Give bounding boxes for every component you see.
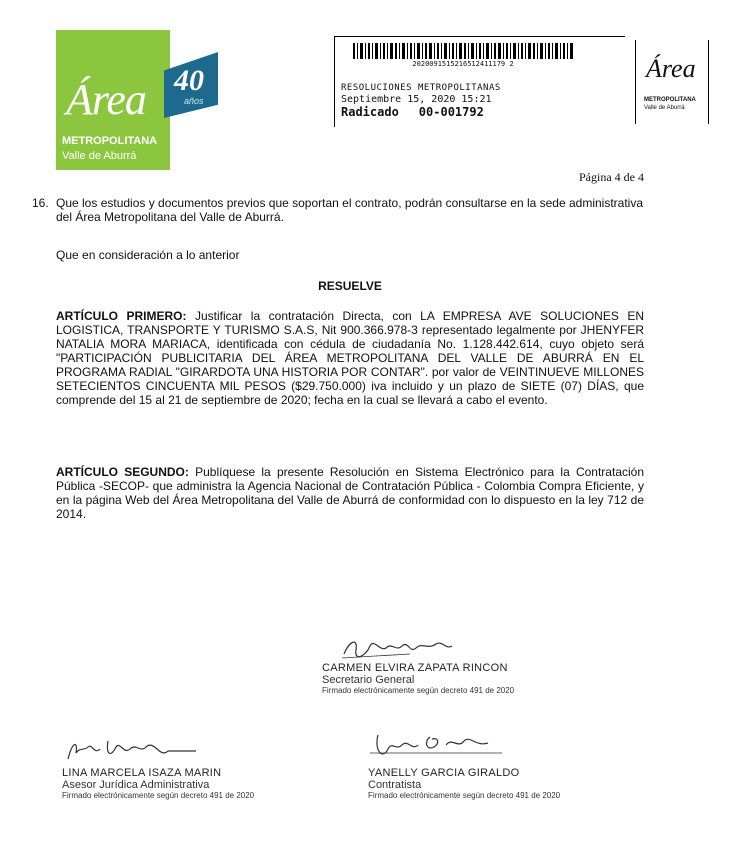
resolve-heading: RESUELVE <box>318 279 382 293</box>
signature-scribble <box>340 632 470 662</box>
logo-anniversary: 40 <box>174 64 204 97</box>
signature-scribble <box>368 727 508 767</box>
signer-note: Firmado electrónicamente según decreto 491 de 2020 <box>322 686 515 695</box>
signer-note: Firmado electrónicamente según decreto 491 de 2020 <box>62 791 255 800</box>
stamp-filing-label: Radicado <box>341 105 399 119</box>
item-16 <box>32 196 644 224</box>
logo-line2: Valle de Aburrá <box>62 150 137 162</box>
barcode-icon <box>353 43 573 59</box>
signer-name: YANELLY GARCIA GIRALDO <box>368 767 520 779</box>
logo-script: Área <box>66 75 146 124</box>
article-first-text: Justificar la contratación Directa, con LA EMPRESA AVE SOLUCIONES EN LOGISTICA, TRANSPORTE Y TURISMO S.A.S, Nit 900.366.978-3 representado legalmente por JHENYFER NATALIA MORA MARIACA, identificada con cédula de ciudadanía No. 1.128.442.614, cuyo objeto será "PARTICIPACIÓN PUBLICITARIA DEL ÁREA METROPOLITANA DEL VALLE DE ABURRÁ EN EL PROGRAMA RADIAL "GIRARDOTA UNA HISTORIA POR CONTAR". por valor de VEINTINUEVE MILLONES SETECIENTOS CINCUENTA MIL PESOS ($29.750.000) iva incluido y un plazo de SIETE (07) DÍAS, que comprende del 15 al 21 de septiembre de 2020; fecha en la cual se llevará a cabo el evento. <box>56 309 644 407</box>
signer-role: Contratista <box>368 779 422 791</box>
signer-name: CARMEN ELVIRA ZAPATA RINCON <box>322 662 508 674</box>
stamp-title: RESOLUCIONES METROPOLITANAS <box>341 83 501 93</box>
article-second-label: ARTÍCULO SEGUNDO: <box>56 465 189 479</box>
article-second-text: Publíquese la presente Resolución en Sistema Electrónico para la Contratación Pública -SECOP- que administra la Agencia Nacional de Contratación Pública - Colombia Compra Eficiente, y en la página Web del Área Metropolitana del Valle de Aburrá de conformidad con lo dispuesto en la ley 712 de 2014. <box>56 465 645 521</box>
mini-logo-script: Área <box>646 54 696 83</box>
article-first <box>56 309 644 407</box>
stamp-filing-number: 00-001792 <box>418 105 484 119</box>
signature-block-advisor <box>62 733 254 800</box>
barcode-number: 2020091515216512411179 2 <box>412 60 514 68</box>
logo-line1: METROPOLITANA <box>62 135 158 147</box>
stamp-date: Septiembre 15, 2020 15:21 <box>341 94 492 105</box>
filing-stamp <box>334 36 625 127</box>
signature-block-secretary <box>322 632 514 695</box>
item-16-number: 16. <box>32 196 49 210</box>
mini-logo-line2: Valle de Aburrá <box>644 105 685 111</box>
logo-anniversary-word: años <box>184 96 204 106</box>
article-second <box>56 465 644 521</box>
signature-scribble <box>64 733 204 767</box>
consideration-line: Que en consideración a lo anterior <box>56 248 240 262</box>
article-first-label: ARTÍCULO PRIMERO: <box>56 309 187 323</box>
area-metropolitana-logo <box>56 30 226 170</box>
stamp-mini-logo <box>635 40 709 124</box>
signer-role: Secretario General <box>322 674 415 686</box>
signature-block-contractor <box>368 727 560 800</box>
signer-note: Firmado electrónicamente según decreto 491 de 2020 <box>368 791 561 800</box>
mini-logo-line1: METROPOLITANA <box>644 97 696 103</box>
signer-role: Asesor Jurídica Administrativa <box>62 779 210 791</box>
item-16-text: Que los estudios y documentos previos que soportan el contrato, podrán consultarse en la sede administrativa del Área Metropolitana del Valle de Aburrá. <box>56 196 644 224</box>
stamp-filing <box>341 105 484 119</box>
page-number: Página 4 de 4 <box>579 170 644 184</box>
signer-name: LINA MARCELA ISAZA MARIN <box>62 767 222 779</box>
